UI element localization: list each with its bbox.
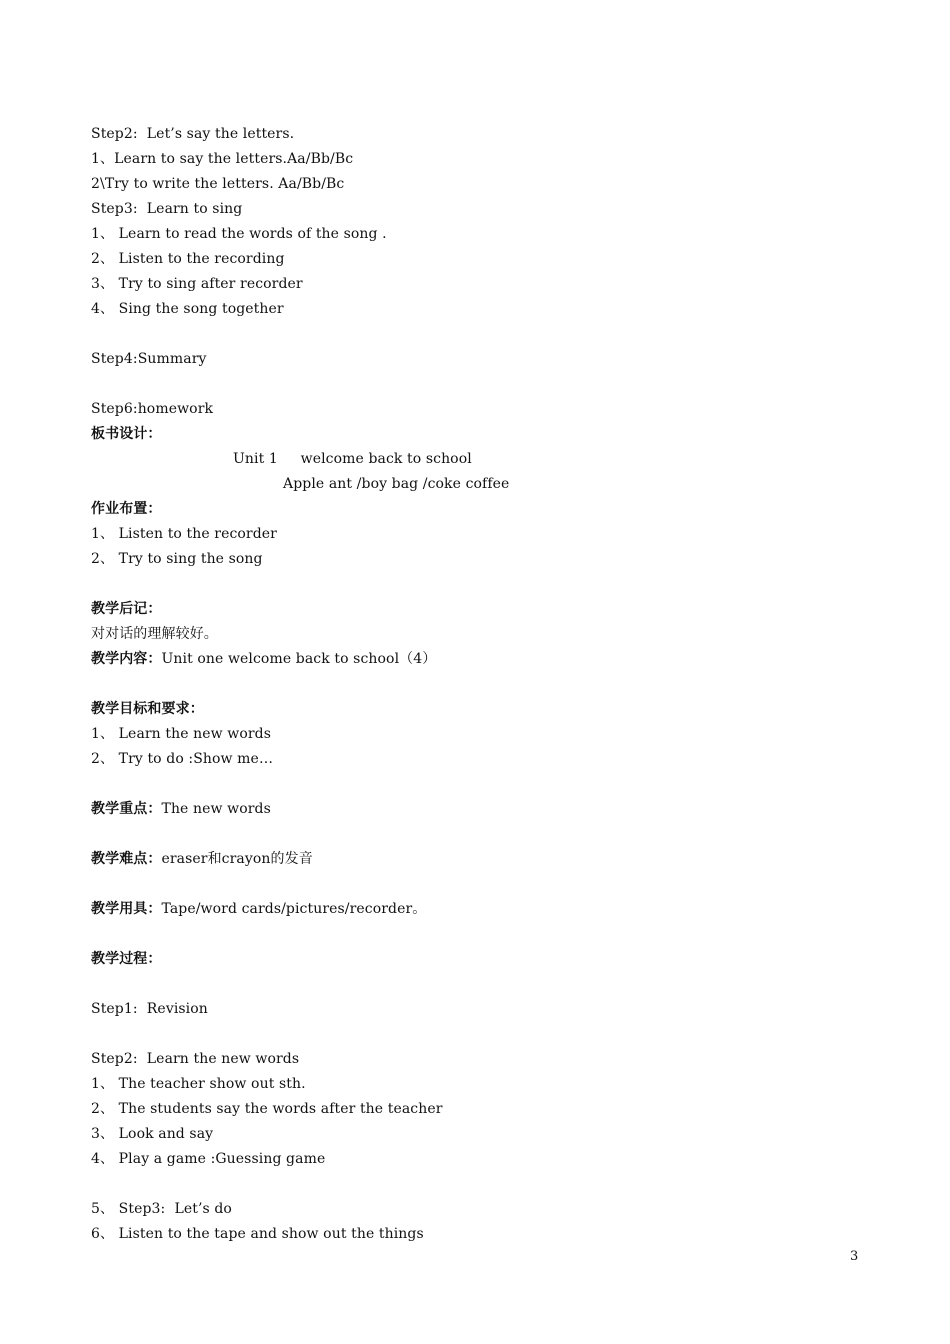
reflection-heading: 教学后记： <box>91 601 162 617</box>
board-design-line-2: Apple ant /boy bag /coke coffee <box>283 476 510 492</box>
spacer <box>91 572 871 597</box>
document-body <box>91 122 871 1247</box>
board-design-line-1: Unit 1 welcome back to school <box>233 451 472 467</box>
step4-summary: Step4:Summary <box>91 351 207 367</box>
teaching-content-row <box>91 647 871 672</box>
key-points-text: The new words <box>161 801 271 817</box>
process-step3-item-1: 5、 Step3: Let’s do <box>91 1201 232 1217</box>
difficulties-text: eraser和crayon的发音 <box>161 851 313 867</box>
step2-item-2: 2\Try to write the letters. Aa/Bb/Bc <box>91 176 345 192</box>
key-points-heading: 教学重点： <box>91 801 162 817</box>
teaching-content-heading: 教学内容： <box>91 651 162 667</box>
tools-row <box>91 897 871 922</box>
step3-item-2: 2、 Listen to the recording <box>91 251 285 267</box>
difficulties-row <box>91 847 871 872</box>
process-step2-item-1: 1、 The teacher show out sth. <box>91 1076 306 1092</box>
spacer <box>91 822 871 847</box>
spacer <box>91 372 871 397</box>
objective-item-2: 2、 Try to do :Show me… <box>91 751 274 767</box>
tools-heading: 教学用具： <box>91 901 162 917</box>
step3-item-4: 4、 Sing the song together <box>91 301 284 317</box>
board-design-heading: 板书设计： <box>91 426 162 442</box>
homework-heading: 作业布置： <box>91 501 162 517</box>
spacer <box>91 322 871 347</box>
process-heading: 教学过程： <box>91 951 162 967</box>
spacer <box>91 972 871 997</box>
difficulties-heading: 教学难点： <box>91 851 162 867</box>
spacer <box>91 1172 871 1197</box>
process-step2: Step2: Learn the new words <box>91 1051 300 1067</box>
tools-text: Tape/word cards/pictures/recorder。 <box>161 901 427 917</box>
process-step3-item-2: 6、 Listen to the tape and show out the things <box>91 1226 424 1242</box>
step3-heading: Step3: Learn to sing <box>91 201 243 217</box>
key-points-row <box>91 797 871 822</box>
reflection-text: 对对话的理解较好。 <box>91 626 218 642</box>
spacer <box>91 1022 871 1047</box>
objective-item-1: 1、 Learn the new words <box>91 726 272 742</box>
step2-heading: Step2: Let’s say the letters. <box>91 126 295 142</box>
homework-item-2: 2、 Try to sing the song <box>91 551 263 567</box>
step6-homework: Step6:homework <box>91 401 214 417</box>
step2-item-1: 1、Learn to say the letters.Aa/Bb/Bc <box>91 151 354 167</box>
step3-item-3: 3、 Try to sing after recorder <box>91 276 303 292</box>
process-step1: Step1: Revision <box>91 1001 208 1017</box>
homework-item-1: 1、 Listen to the recorder <box>91 526 277 542</box>
spacer <box>91 872 871 897</box>
process-step2-item-3: 3、 Look and say <box>91 1126 214 1142</box>
process-step2-item-2: 2、 The students say the words after the teacher <box>91 1101 443 1117</box>
process-step2-item-4: 4、 Play a game :Guessing game <box>91 1151 326 1167</box>
spacer <box>91 922 871 947</box>
spacer <box>91 772 871 797</box>
teaching-content-text: Unit one welcome back to school（4） <box>161 651 437 667</box>
objectives-heading: 教学目标和要求： <box>91 701 204 717</box>
step3-item-1: 1、 Learn to read the words of the song . <box>91 226 387 242</box>
spacer <box>91 672 871 697</box>
page-number: 3 <box>850 1249 859 1264</box>
